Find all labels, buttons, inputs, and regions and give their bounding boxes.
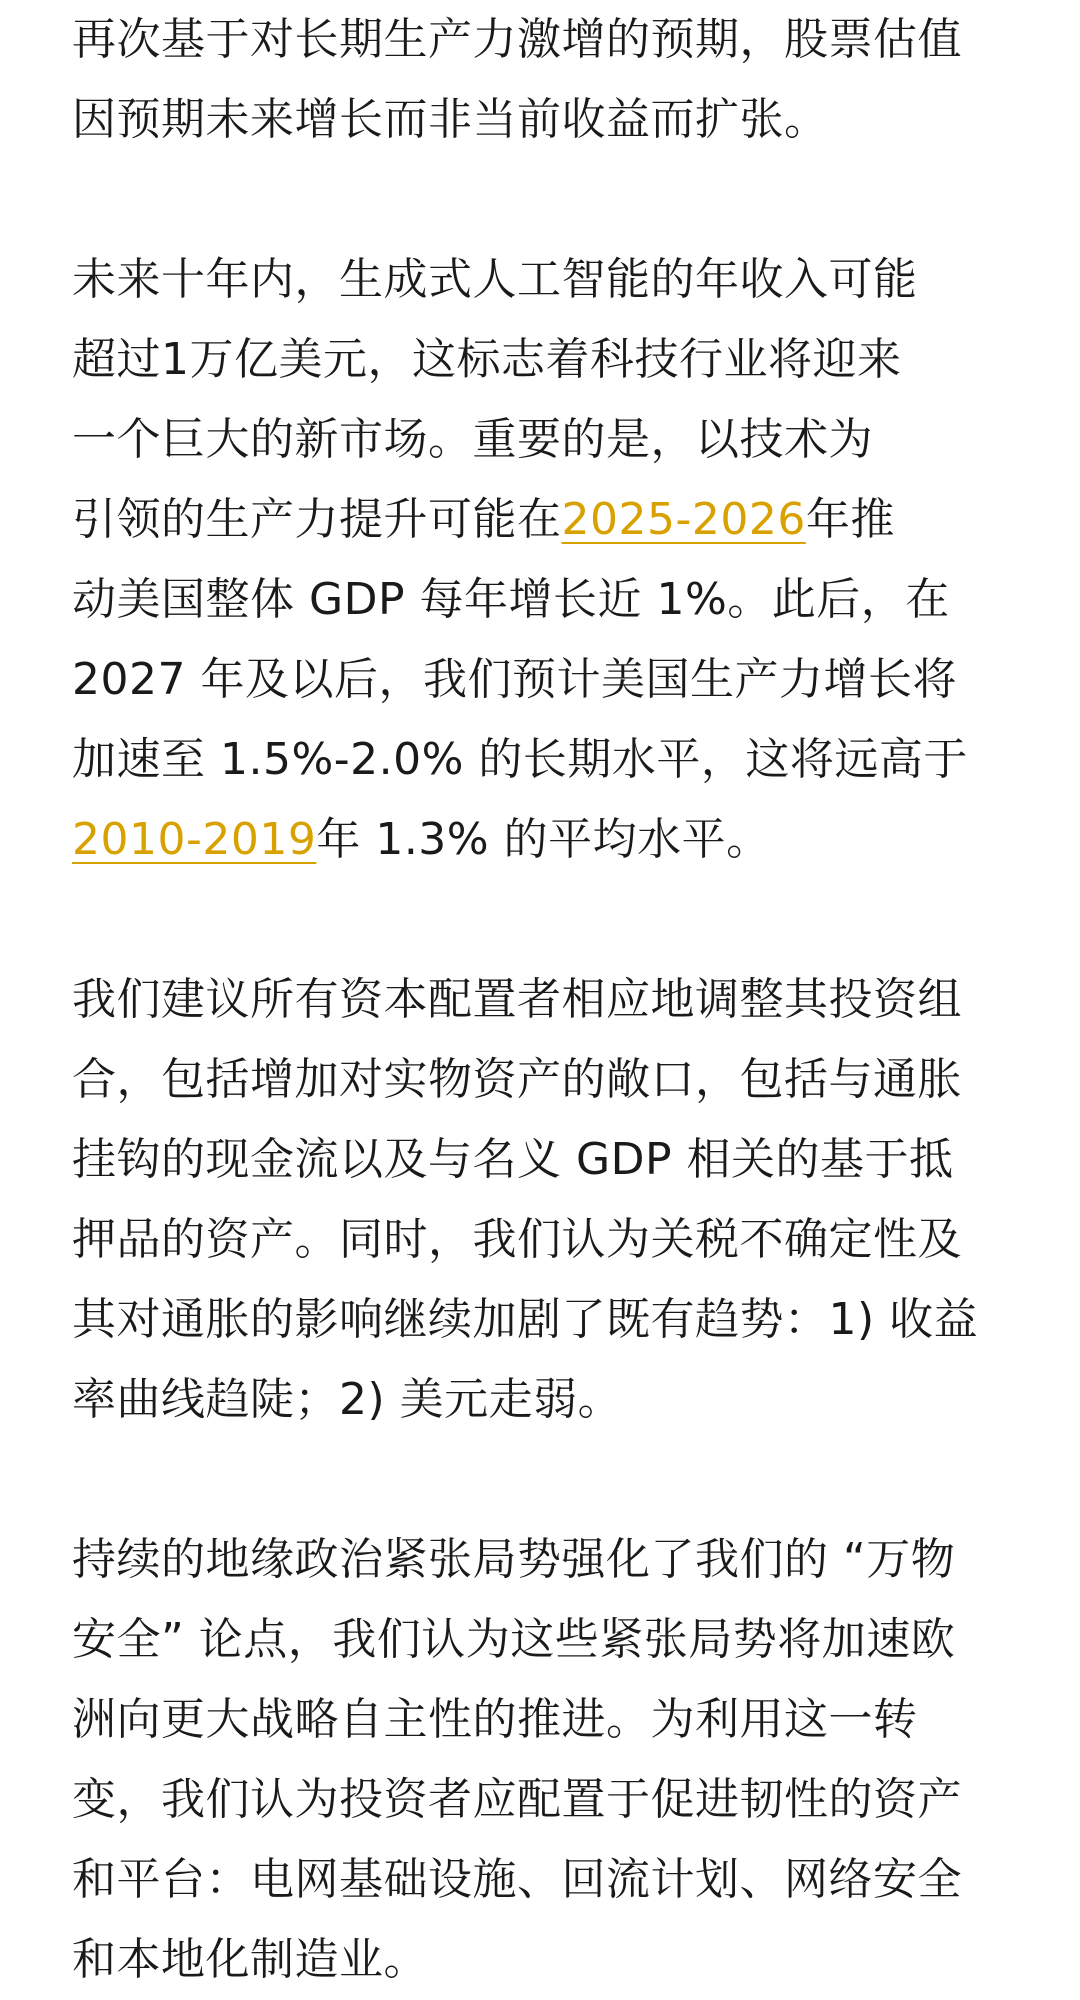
year-range-link-2010-2019[interactable]: 2010-2019 [72,814,317,865]
paragraph-gap [72,160,1032,240]
text-line: 2027 年及以后，我们预计美国生产力增长将 [72,654,957,705]
text-line: 因预期未来增长而非当前收益而扩张。 [72,94,829,145]
text-line: 再次基于对长期生产力激增的预期，股票估值 [72,14,962,65]
text-line: 和本地化制造业。 [72,1934,428,1985]
text-segment: 引领的生产力提升可能在 [72,494,562,545]
year-range-link-2025-2026[interactable]: 2025-2026 [561,494,806,545]
text-line: 变，我们认为投资者应配置于促进韧性的资产 [72,1774,962,1825]
text-line: 持续的地缘政治紧张局势强化了我们的 “万物 [72,1534,956,1585]
text-segment: 年 1.3% 的平均水平。 [316,814,771,865]
text-line: 加速至 1.5%-2.0% 的长期水平，这将远高于 [72,734,968,785]
text-line: 未来十年内，生成式人工智能的年收入可能 [72,254,918,305]
text-line: 安全” 论点，我们认为这些紧张局势将加速欧 [72,1614,956,1665]
paragraph-gap [72,880,1032,960]
text-line: 洲向更大战略自主性的推进。为利用这一转 [72,1694,918,1745]
text-line: 挂钩的现金流以及与名义 GDP 相关的基于抵 [72,1134,954,1185]
text-line: 动美国整体 GDP 每年增长近 1%。此后，在 [72,574,950,625]
paragraph-1 [72,0,1032,160]
text-line-with-link [72,800,1032,880]
text-line: 超过1万亿美元，这标志着科技行业将迎来 [72,334,902,385]
text-line: 率曲线趋陡；2) 美元走弱。 [72,1374,623,1425]
text-line-with-link [72,480,1032,560]
text-line: 我们建议所有资本配置者相应地调整其投资组 [72,974,962,1025]
text-line: 和平台：电网基础设施、回流计划、网络安全 [72,1854,962,1905]
text-segment: 年推 [805,494,895,545]
paragraph-2 [72,240,1032,880]
text-line: 押品的资产。同时，我们认为关税不确定性及 [72,1214,962,1265]
article-body [72,0,1032,2000]
paragraph-3 [72,960,1032,1440]
paragraph-4 [72,1520,1032,2000]
text-line: 其对通胀的影响继续加剧了既有趋势：1) 收益 [72,1294,979,1345]
text-line: 合，包括增加对实物资产的敞口，包括与通胀 [72,1054,962,1105]
paragraph-gap [72,1440,1032,1520]
text-line: 一个巨大的新市场。重要的是，以技术为 [72,414,873,465]
